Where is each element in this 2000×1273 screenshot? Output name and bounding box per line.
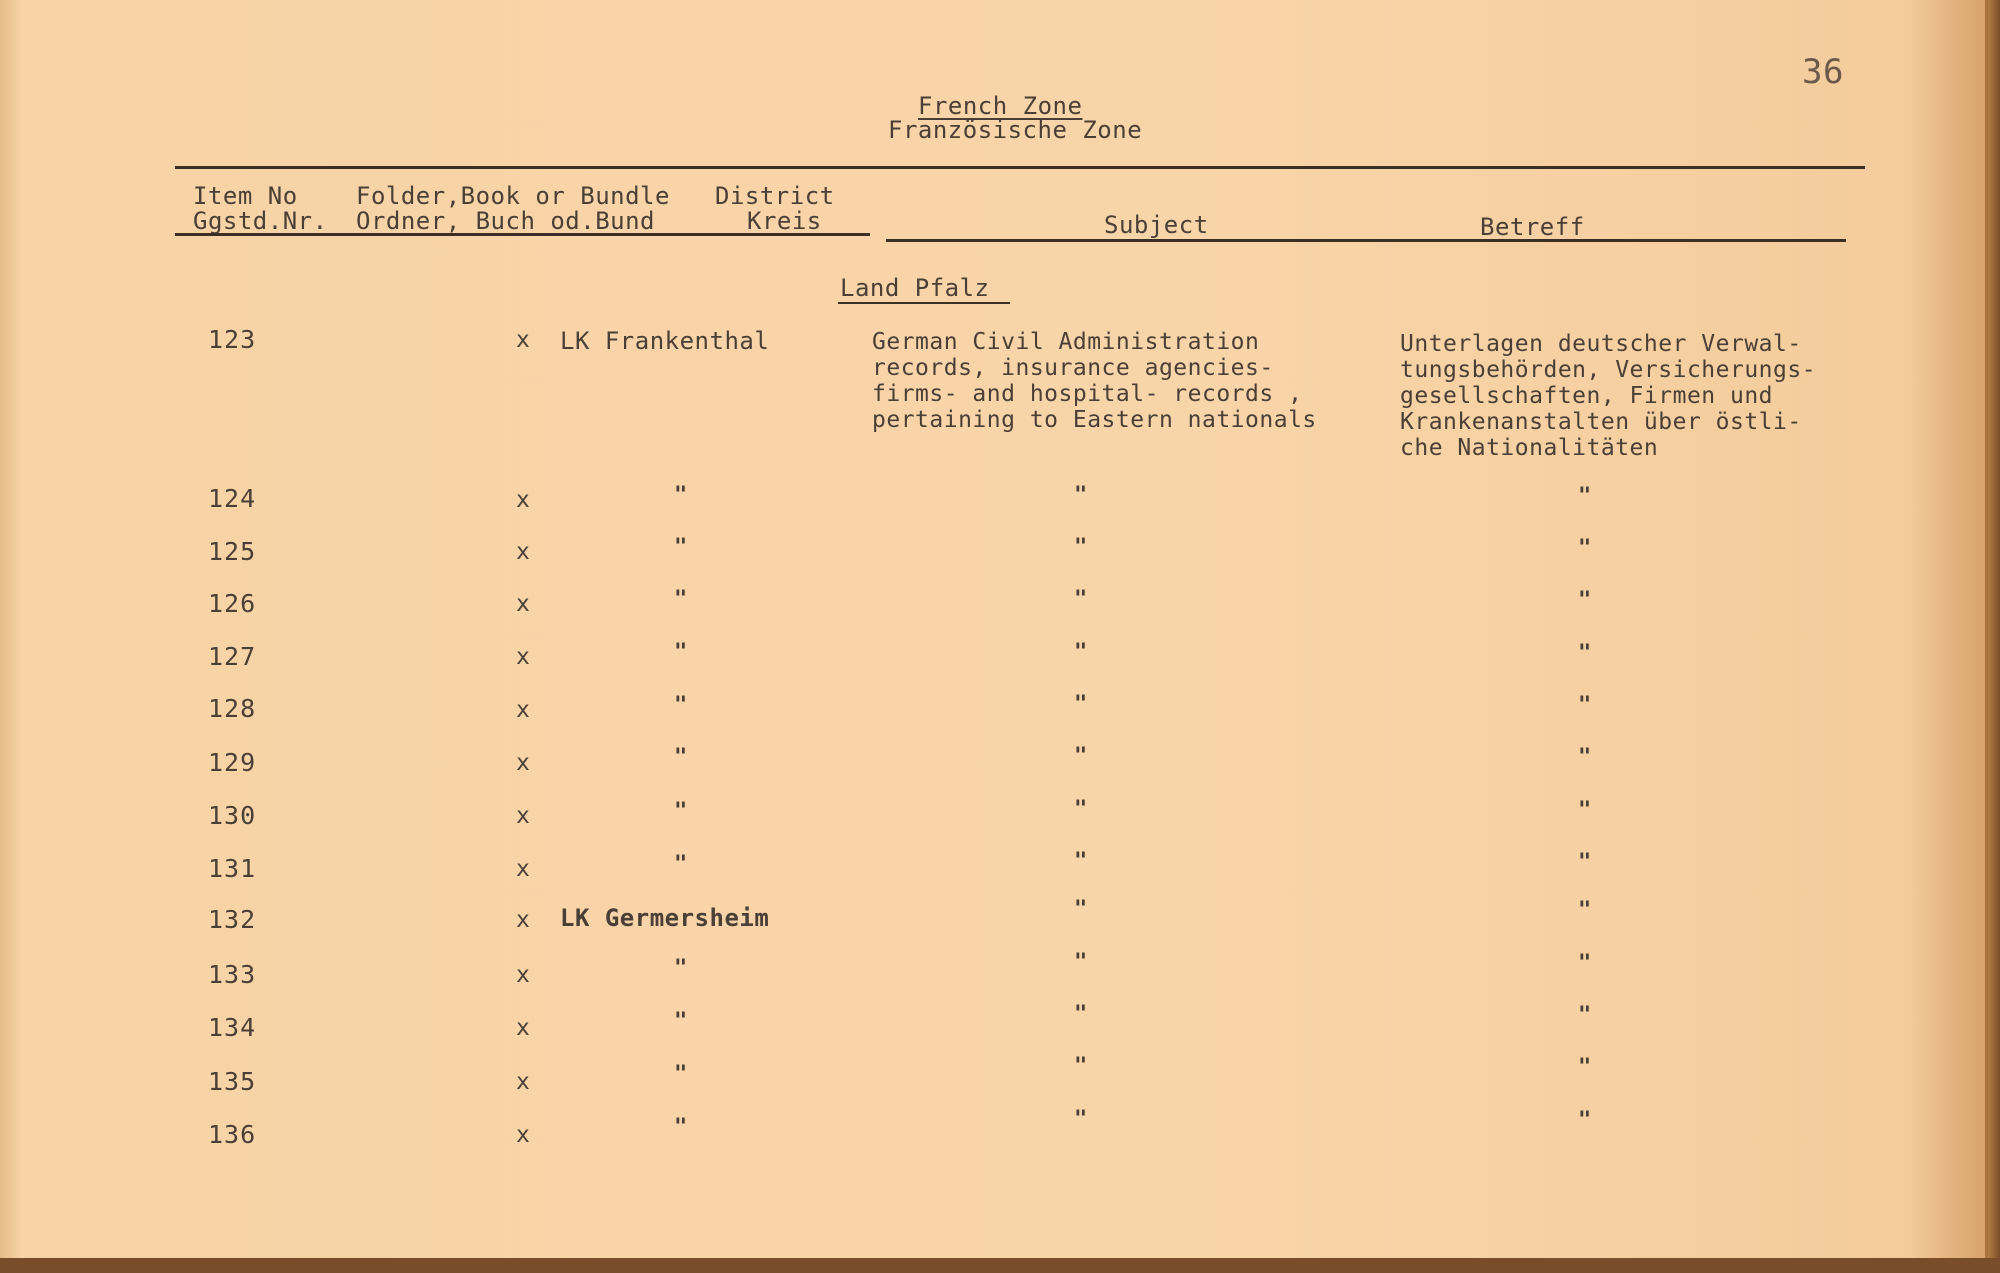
ditto-district: " (674, 693, 688, 718)
ditto-subject: " (1074, 640, 1088, 665)
mark: x (516, 907, 531, 933)
district-name: LK Germersheim (560, 904, 770, 932)
ditto-subject: " (1074, 1054, 1088, 1079)
betreff-line: Krankenanstalten über östli- (1400, 409, 1802, 435)
ditto-district: " (674, 535, 688, 560)
mark: x (516, 327, 531, 353)
subject-line: pertaining to Eastern nationals (872, 407, 1317, 433)
item-number: 123 (208, 325, 257, 354)
item-number: 136 (208, 1120, 257, 1149)
ditto-betreff: " (1578, 1055, 1592, 1080)
item-number: 130 (208, 801, 257, 830)
item-number: 131 (208, 854, 257, 883)
item-number: 124 (208, 484, 257, 513)
ditto-betreff: " (1578, 1003, 1592, 1028)
ditto-betreff: " (1578, 484, 1592, 509)
item-number: 125 (208, 537, 257, 566)
ditto-betreff: " (1578, 850, 1592, 875)
header-district-de: Kreis (747, 207, 822, 235)
ditto-betreff: " (1578, 798, 1592, 823)
binding-strip (0, 1258, 2000, 1273)
ditto-subject: " (1074, 950, 1088, 975)
ditto-subject: " (1074, 692, 1088, 717)
item-number: 127 (208, 642, 257, 671)
mark: x (516, 539, 531, 565)
zone-title-english: French Zone (918, 92, 1083, 120)
ditto-betreff: " (1578, 898, 1592, 923)
section-title-underline (838, 302, 1010, 304)
betreff-line: Unterlagen deutscher Verwal- (1400, 331, 1802, 357)
betreff-line: gesellschaften, Firmen und (1400, 383, 1774, 409)
page-number: 36 (1802, 52, 1844, 92)
ditto-betreff: " (1578, 745, 1592, 770)
header-subject: Subject (1104, 211, 1209, 239)
ditto-betreff: " (1578, 536, 1592, 561)
header-district-en: District (715, 182, 835, 210)
district-name: LK Frankenthal (560, 327, 770, 355)
ditto-subject: " (1074, 1107, 1088, 1132)
header-bottom-rule-right (886, 239, 1846, 242)
ditto-betreff: " (1578, 641, 1592, 666)
item-number: 135 (208, 1067, 257, 1096)
betreff-line: che Nationalitäten (1400, 435, 1659, 461)
ditto-subject: " (1074, 483, 1088, 508)
ditto-betreff: " (1578, 1108, 1592, 1133)
ditto-subject: " (1074, 897, 1088, 922)
ditto-district: " (674, 852, 688, 877)
item-number: 134 (208, 1013, 257, 1042)
ditto-district: " (674, 640, 688, 665)
section-title: Land Pfalz (840, 274, 990, 302)
ditto-betreff: " (1578, 693, 1592, 718)
ditto-district: " (674, 799, 688, 824)
mark: x (516, 697, 531, 723)
mark: x (516, 1069, 531, 1095)
mark: x (516, 487, 531, 513)
header-bottom-rule (175, 233, 870, 236)
subject-line: firms- and hospital- records , (872, 381, 1303, 407)
mark: x (516, 803, 531, 829)
ditto-district: " (674, 483, 688, 508)
ditto-betreff: " (1578, 588, 1592, 613)
ditto-subject: " (1074, 744, 1088, 769)
mark: x (516, 1122, 531, 1148)
subject-line: German Civil Administration (872, 329, 1260, 355)
ditto-district: " (674, 1009, 688, 1034)
item-number: 126 (208, 589, 257, 618)
ditto-subject: " (1074, 587, 1088, 612)
item-number: 132 (208, 905, 257, 934)
subject-line: records, insurance agencies- (872, 355, 1274, 381)
page-edge-shadow (1988, 0, 2000, 1258)
ditto-district: " (674, 745, 688, 770)
header-betreff: Betreff (1480, 213, 1585, 241)
ditto-subject: " (1074, 535, 1088, 560)
header-item-no-en: Item No (193, 182, 298, 210)
ditto-subject: " (1074, 1002, 1088, 1027)
ditto-subject: " (1074, 797, 1088, 822)
mark: x (516, 856, 531, 882)
ditto-district: " (674, 956, 688, 981)
mark: x (516, 644, 531, 670)
header-folder-en: Folder,Book or Bundle (356, 182, 670, 210)
ditto-district: " (674, 1062, 688, 1087)
item-number: 128 (208, 694, 257, 723)
header-top-rule (175, 166, 1865, 169)
ditto-district: " (674, 1115, 688, 1140)
header-item-no-de: Ggstd.Nr. (193, 207, 328, 235)
mark: x (516, 750, 531, 776)
ditto-betreff: " (1578, 951, 1592, 976)
betreff-line: tungsbehörden, Versicherungs- (1400, 357, 1817, 383)
ditto-district: " (674, 587, 688, 612)
mark: x (516, 962, 531, 988)
ditto-subject: " (1074, 849, 1088, 874)
item-number: 133 (208, 960, 257, 989)
mark: x (516, 1015, 531, 1041)
header-folder-de: Ordner, Buch od.Bund (356, 207, 655, 235)
item-number: 129 (208, 748, 257, 777)
zone-title-german: Französische Zone (888, 116, 1143, 144)
mark: x (516, 591, 531, 617)
